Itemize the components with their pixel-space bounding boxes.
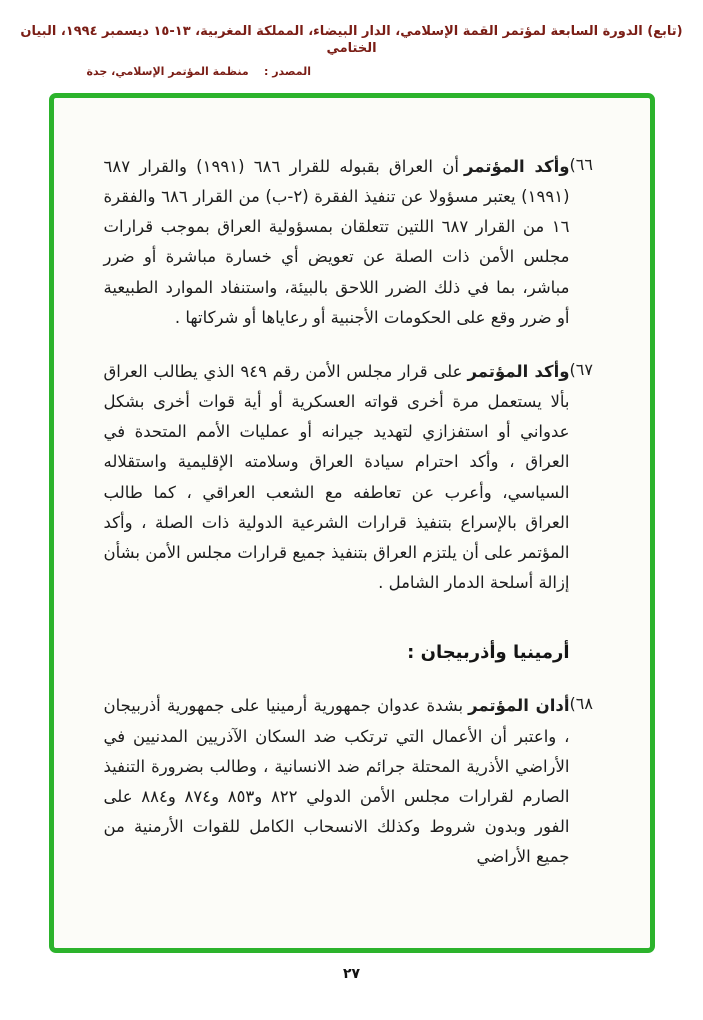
paragraph-67-number: (٦٧ (569, 359, 593, 379)
paragraph-68-number: (٦٨ (569, 694, 593, 714)
scan-frame (49, 93, 655, 953)
paragraph-67 (104, 357, 616, 599)
paragraph-67-text (104, 357, 570, 599)
header-source: المصدر : منظمة المؤتمر الإسلامي، جدة (86, 64, 311, 78)
header-title: (تابع) الدورة السابعة لمؤتمر القمة الإسلامي، الدار البيضاء، المملكة المغربية، ١٣-١٥ ديسمبر ١٩٩٤، البيان الختامي (20, 24, 683, 56)
page-number: ٢٧ (342, 965, 361, 982)
paragraph-68-text (104, 691, 570, 872)
paragraph-66 (104, 152, 616, 333)
scan-content (54, 98, 650, 873)
paragraph-66-lead: وأكد المؤتمر (463, 156, 570, 176)
paragraph-68 (104, 691, 616, 872)
paragraph-66-body: أن العراق بقبوله للقرار ٦٨٦ (١٩٩١) والقرار ٦٨٧ (١٩٩١) يعتبر مسؤولا عن تنفيذ الفقرة (٢-ب) من القرار ٦٨٦ والفقرة ١٦ من القرار ٦٨٧ اللتين تتعلقان بمسؤولية العراق بموجب قرارات مجلس الأمن ذات الصلة عن تعويض أي خسارة مباشرة أو ضرر مباشر، بما في ذلك الضرر اللاحق بالبيئة، واستنفاد الموارد الطبيعية أو ضرر وقع على الحكومات الأجنبية أو رعاياها أو شركاتها . (103, 156, 570, 327)
section-heading-armenia-azerbaijan: أرمينيا وأذربيجان : (407, 642, 570, 664)
page-header (0, 0, 703, 78)
paragraph-66-text (104, 152, 570, 333)
paragraph-67-lead: وأكد المؤتمر (467, 361, 570, 381)
paragraph-66-number: (٦٦ (569, 154, 593, 174)
paragraph-67-body: على قرار مجلس الأمن رقم ٩٤٩ الذي يطالب العراق بألا يستعمل مرة أخرى قواته العسكرية أو أية قوات أخرى بشكل عدواني أو استفزازي لتهديد جيرانه أو عمليات الأمم المتحدة في العراق ، وأكد احترام سيادة العراق وسلامته الإقليمية واستقلاله السياسي، وأعرب عن تعاطفه مع الشعب العراقي ، كما طالب العراق بالإسراع بتنفيذ قرارات الشرعية الدولية ذات الصلة ، وأكد المؤتمر على أن يلتزم العراق بتنفيذ جميع قرارات مجلس الأمن بشأن إزالة أسلحة الدمار الشامل . (103, 361, 570, 593)
paragraph-68-body: بشدة عدوان جمهورية أرمينيا على جمهورية أذربيجان ، واعتبر أن الأعمال التي ترتكب ضد السكان الآذريين المدنيين في الأراضي الأذرية المحتلة جرائم ضد الانسانية ، وطالب بضرورة التنفيذ الصارم لقرارات مجلس الأمن الدولي ٨٢٢ و٨٥٣ و٨٧٤ و٨٨٤ على الفور وبدون شروط وكذلك الانسحاب الكامل للقوات الأرمنية من جميع الأراضي (103, 696, 570, 867)
paragraph-68-lead: أدان المؤتمر (468, 696, 570, 716)
